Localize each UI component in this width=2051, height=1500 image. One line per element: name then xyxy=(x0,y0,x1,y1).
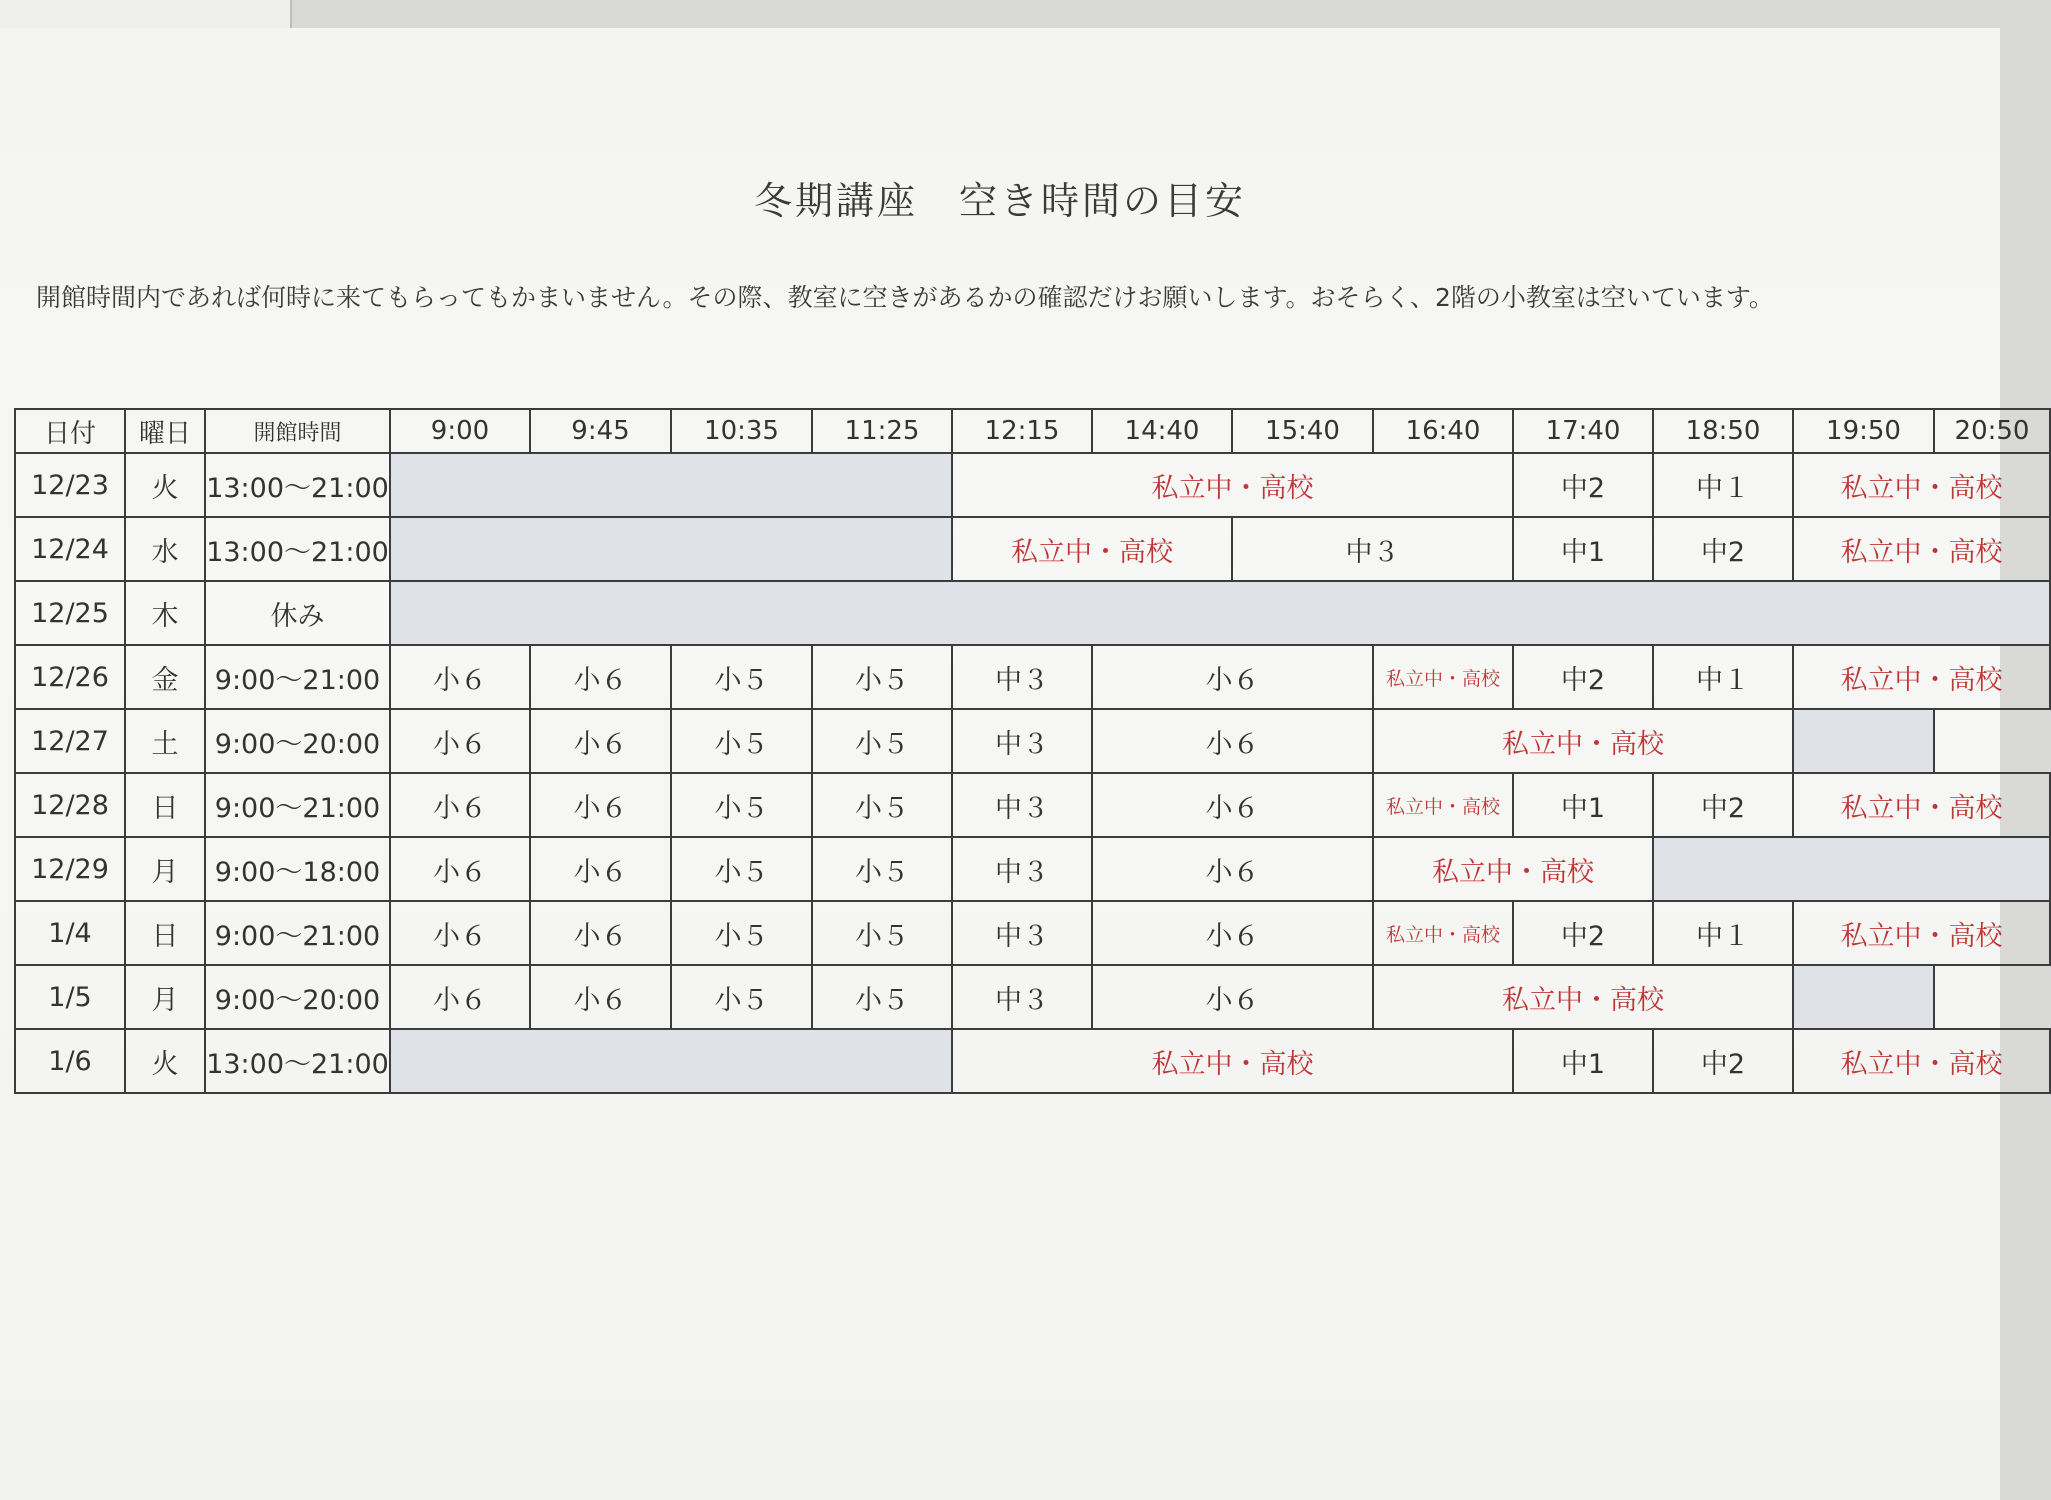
table-row xyxy=(15,453,2050,517)
class-cell: 小６ xyxy=(1092,965,1373,1029)
date-cell: 12/29 xyxy=(15,837,125,901)
opening-hours-cell: 13:00〜21:00 xyxy=(205,517,390,581)
class-cell: 小５ xyxy=(671,645,812,709)
opening-hours-cell: 9:00〜21:00 xyxy=(205,773,390,837)
class-cell: 小５ xyxy=(671,837,812,901)
date-cell: 12/24 xyxy=(15,517,125,581)
opening-hours-cell: 9:00〜20:00 xyxy=(205,965,390,1029)
private-school-class-cell: 私立中・高校 xyxy=(1373,901,1513,965)
header-time-slot: 20:50 xyxy=(1934,409,2050,453)
empty-slot-cell xyxy=(390,453,952,517)
date-cell: 1/4 xyxy=(15,901,125,965)
private-school-class-cell: 私立中・高校 xyxy=(1373,773,1513,837)
class-cell: 小５ xyxy=(812,965,952,1029)
header-date: 日付 xyxy=(15,409,125,453)
class-cell: 小６ xyxy=(1092,645,1373,709)
header-row xyxy=(15,409,2050,453)
class-cell: 小５ xyxy=(812,645,952,709)
private-school-class-cell: 私立中・高校 xyxy=(1793,773,2050,837)
date-cell: 12/25 xyxy=(15,581,125,645)
class-cell: 小５ xyxy=(812,901,952,965)
class-cell: 小６ xyxy=(530,965,671,1029)
weekday-cell: 金 xyxy=(125,645,205,709)
page-title: 冬期講座 空き時間の目安 xyxy=(753,179,1246,223)
class-cell: 小５ xyxy=(812,773,952,837)
class-cell: 小６ xyxy=(390,901,530,965)
header-time-slot: 19:50 xyxy=(1793,409,1934,453)
table-row xyxy=(15,645,2050,709)
private-school-class-cell: 私立中・高校 xyxy=(1793,645,2050,709)
weekday-cell: 水 xyxy=(125,517,205,581)
private-school-class-cell: 私立中・高校 xyxy=(1793,901,2050,965)
table-row xyxy=(15,773,2050,837)
opening-hours-cell: 9:00〜21:00 xyxy=(205,901,390,965)
weekday-cell: 火 xyxy=(125,1029,205,1093)
empty-slot-cell xyxy=(390,581,2050,645)
class-cell: 小６ xyxy=(1092,773,1373,837)
header-time-slot: 9:00 xyxy=(390,409,530,453)
header-time-slot: 14:40 xyxy=(1092,409,1232,453)
class-cell: 小６ xyxy=(390,709,530,773)
date-cell: 1/6 xyxy=(15,1029,125,1093)
class-cell: 小６ xyxy=(1092,709,1373,773)
opening-hours-cell: 13:00〜21:00 xyxy=(205,1029,390,1093)
weekday-cell: 月 xyxy=(125,965,205,1029)
class-cell: 中３ xyxy=(952,709,1092,773)
table-row xyxy=(15,837,2050,901)
class-cell: 中2 xyxy=(1653,517,1793,581)
weekday-cell: 土 xyxy=(125,709,205,773)
header-time-slot: 9:45 xyxy=(530,409,671,453)
class-cell: 小５ xyxy=(671,965,812,1029)
class-cell: 小６ xyxy=(1092,837,1373,901)
date-cell: 12/27 xyxy=(15,709,125,773)
table-row xyxy=(15,581,2050,645)
table-row xyxy=(15,965,2050,1029)
private-school-class-cell: 私立中・高校 xyxy=(1373,709,1793,773)
table-row xyxy=(15,901,2050,965)
class-cell: 中３ xyxy=(952,901,1092,965)
private-school-class-cell: 私立中・高校 xyxy=(952,1029,1513,1093)
class-cell: 中1 xyxy=(1513,773,1653,837)
class-cell: 小６ xyxy=(390,773,530,837)
class-cell: 中2 xyxy=(1513,453,1653,517)
class-cell: 小６ xyxy=(530,645,671,709)
schedule-body xyxy=(15,453,2050,1093)
date-cell: 12/28 xyxy=(15,773,125,837)
empty-slot-cell xyxy=(390,1029,952,1093)
empty-slot-cell xyxy=(390,517,952,581)
header-time-slot: 15:40 xyxy=(1232,409,1373,453)
table-row xyxy=(15,517,2050,581)
header-day: 曜日 xyxy=(125,409,205,453)
class-cell: 小６ xyxy=(530,773,671,837)
empty-slot-cell xyxy=(1793,965,1934,1029)
weekday-cell: 日 xyxy=(125,901,205,965)
class-cell: 小５ xyxy=(671,901,812,965)
private-school-class-cell: 私立中・高校 xyxy=(1373,965,1793,1029)
opening-hours-cell: 9:00〜21:00 xyxy=(205,645,390,709)
class-cell: 小６ xyxy=(530,709,671,773)
class-cell: 中1 xyxy=(1513,1029,1653,1093)
schedule-table xyxy=(14,408,2051,1094)
header-time-slot: 10:35 xyxy=(671,409,812,453)
class-cell: 中2 xyxy=(1513,901,1653,965)
weekday-cell: 木 xyxy=(125,581,205,645)
header-time-slot: 17:40 xyxy=(1513,409,1653,453)
private-school-class-cell: 私立中・高校 xyxy=(1793,517,2050,581)
weekday-cell: 月 xyxy=(125,837,205,901)
header-time-slot: 11:25 xyxy=(812,409,952,453)
date-cell: 12/23 xyxy=(15,453,125,517)
date-cell: 1/5 xyxy=(15,965,125,1029)
opening-hours-cell: 9:00〜18:00 xyxy=(205,837,390,901)
opening-hours-cell: 9:00〜20:00 xyxy=(205,709,390,773)
private-school-class-cell: 私立中・高校 xyxy=(1793,453,2050,517)
private-school-class-cell: 私立中・高校 xyxy=(1373,645,1513,709)
date-cell: 12/26 xyxy=(15,645,125,709)
class-cell: 中１ xyxy=(1653,645,1793,709)
class-cell: 中３ xyxy=(952,645,1092,709)
class-cell: 中３ xyxy=(1232,517,1513,581)
class-cell: 小６ xyxy=(390,837,530,901)
header-hours: 開館時間 xyxy=(205,409,390,453)
header-time-slot: 12:15 xyxy=(952,409,1092,453)
class-cell: 中2 xyxy=(1653,1029,1793,1093)
class-cell: 中３ xyxy=(952,773,1092,837)
table-row xyxy=(15,1029,2050,1093)
empty-slot-cell xyxy=(1653,837,2050,901)
class-cell: 小６ xyxy=(390,645,530,709)
class-cell: 小５ xyxy=(812,837,952,901)
class-cell: 中１ xyxy=(1653,901,1793,965)
weekday-cell: 火 xyxy=(125,453,205,517)
header-time-slot: 18:50 xyxy=(1653,409,1793,453)
private-school-class-cell: 私立中・高校 xyxy=(952,453,1513,517)
private-school-class-cell: 私立中・高校 xyxy=(952,517,1232,581)
class-cell: 中３ xyxy=(952,965,1092,1029)
class-cell: 小５ xyxy=(671,773,812,837)
opening-hours-cell: 13:00〜21:00 xyxy=(205,453,390,517)
class-cell: 中2 xyxy=(1513,645,1653,709)
class-cell: 小６ xyxy=(1092,901,1373,965)
private-school-class-cell: 私立中・高校 xyxy=(1793,1029,2050,1093)
class-cell: 中2 xyxy=(1653,773,1793,837)
private-school-class-cell: 私立中・高校 xyxy=(1373,837,1653,901)
class-cell: 小６ xyxy=(390,965,530,1029)
class-cell: 中３ xyxy=(952,837,1092,901)
class-cell: 中1 xyxy=(1513,517,1653,581)
empty-slot-cell xyxy=(1793,709,1934,773)
class-cell: 小５ xyxy=(671,709,812,773)
class-cell: 中１ xyxy=(1653,453,1793,517)
header-time-slot: 16:40 xyxy=(1373,409,1513,453)
table-row xyxy=(15,709,2050,773)
instruction-note: 開館時間内であれば何時に来てもらってもかまいません。その際、教室に空きがあるかの確認だけお願いします。おそらく、2階の小教室は空いています。 xyxy=(36,283,1774,312)
class-cell: 小５ xyxy=(812,709,952,773)
class-cell: 小６ xyxy=(530,837,671,901)
opening-hours-cell: 休み xyxy=(205,581,390,645)
weekday-cell: 日 xyxy=(125,773,205,837)
class-cell: 小６ xyxy=(530,901,671,965)
